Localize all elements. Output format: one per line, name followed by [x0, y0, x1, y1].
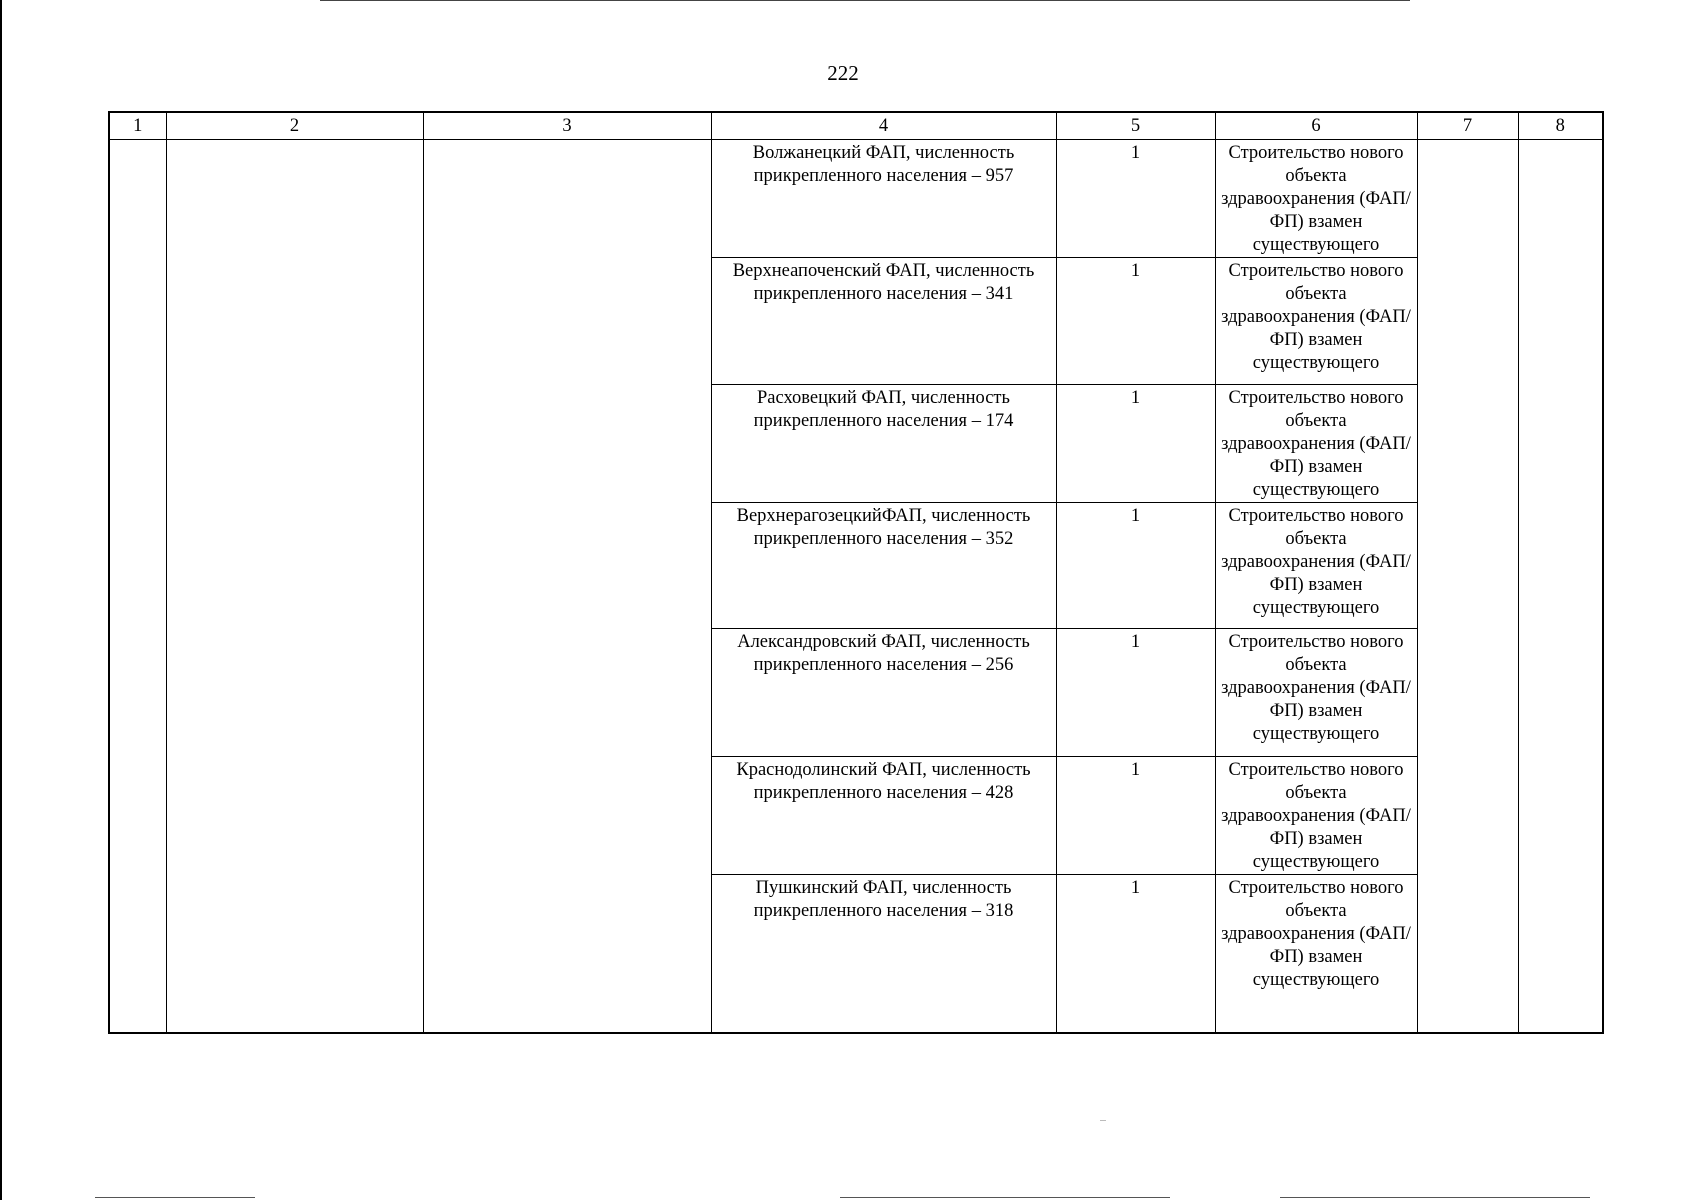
scan-left-edge: [0, 0, 2, 1200]
quantity-cell: 1: [1056, 258, 1215, 385]
table-row: [109, 140, 1603, 258]
col8-cell: [1518, 140, 1603, 1033]
facility-cell: Расховецкий ФАП, численность прикрепленного населения – 174: [711, 385, 1056, 503]
col2-cell: [166, 140, 423, 1033]
page-number: 222: [827, 61, 859, 85]
scan-bottom-edge-left: [95, 1197, 255, 1198]
scan-speck: [1100, 1120, 1106, 1121]
facilities-table: [108, 111, 1604, 1034]
quantity-cell: 1: [1056, 503, 1215, 629]
action-cell: Строительство нового объекта здравоохранения (ФАП/ФП) взамен существующего: [1215, 757, 1417, 875]
column-number: 1: [109, 112, 166, 140]
action-cell: Строительство нового объекта здравоохранения (ФАП/ФП) взамен существующего: [1215, 140, 1417, 258]
action-cell: Строительство нового объекта здравоохранения (ФАП/ФП) взамен существующего: [1215, 629, 1417, 757]
action-cell: Строительство нового объекта здравоохранения (ФАП/ФП) взамен существующего: [1215, 875, 1417, 1033]
quantity-cell: 1: [1056, 875, 1215, 1033]
facility-cell: Верхнеапоченский ФАП, численность прикрепленного населения – 341: [711, 258, 1056, 385]
col1-cell: [109, 140, 166, 1033]
quantity-cell: 1: [1056, 385, 1215, 503]
facility-cell: Александровский ФАП, численность прикрепленного населения – 256: [711, 629, 1056, 757]
column-number: 3: [423, 112, 711, 140]
column-number: 8: [1518, 112, 1603, 140]
col7-cell: [1417, 140, 1518, 1033]
facility-cell: Волжанецкий ФАП, численность прикрепленного населения – 957: [711, 140, 1056, 258]
column-number: 4: [711, 112, 1056, 140]
facility-cell: Краснодолинский ФАП, численность прикрепленного населения – 428: [711, 757, 1056, 875]
action-cell: Строительство нового объекта здравоохранения (ФАП/ФП) взамен существующего: [1215, 258, 1417, 385]
facility-cell: ВерхнерагозецкийФАП, численность прикрепленного населения – 352: [711, 503, 1056, 629]
scan-top-edge: [320, 0, 1410, 1]
column-number: 2: [166, 112, 423, 140]
facility-cell: Пушкинский ФАП, численность прикрепленного населения – 318: [711, 875, 1056, 1033]
quantity-cell: 1: [1056, 757, 1215, 875]
scan-bottom-edge-middle: [840, 1197, 1170, 1198]
action-cell: Строительство нового объекта здравоохранения (ФАП/ФП) взамен существующего: [1215, 503, 1417, 629]
quantity-cell: 1: [1056, 629, 1215, 757]
column-number: 7: [1417, 112, 1518, 140]
quantity-cell: 1: [1056, 140, 1215, 258]
column-number: 5: [1056, 112, 1215, 140]
col3-cell: [423, 140, 711, 1033]
action-cell: Строительство нового объекта здравоохранения (ФАП/ФП) взамен существующего: [1215, 385, 1417, 503]
column-number: 6: [1215, 112, 1417, 140]
scan-bottom-edge-right: [1280, 1197, 1590, 1198]
column-number-row: [109, 112, 1603, 140]
